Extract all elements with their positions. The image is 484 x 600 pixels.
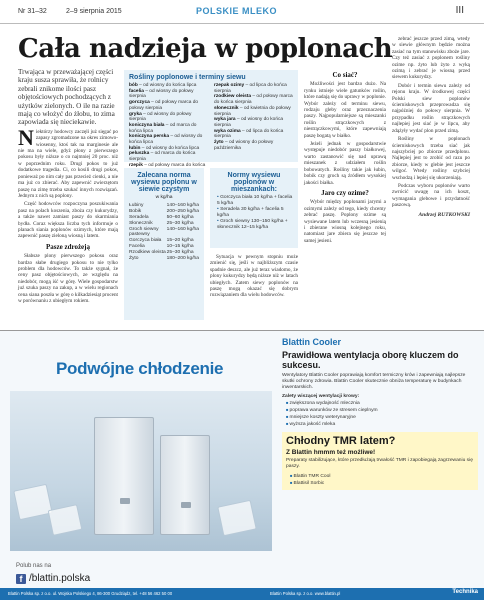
plants-sowing-terms-box (124, 70, 298, 168)
plant-term: od lipca do końca sierpnia (214, 83, 287, 94)
page-header (0, 0, 484, 24)
plant-name: Łubiny (129, 202, 144, 208)
plant-entry: rzepak ozimy – od lipca do końca sierpnia (214, 83, 287, 94)
plant-term: od połowy marca do połowy sierpnia (129, 100, 199, 111)
plant-term: od wiosny do końca lipca (129, 134, 203, 146)
list-item: ■ Blattisil Sorbic (290, 480, 474, 487)
page-footer (0, 588, 484, 600)
drop-cap: N (18, 124, 34, 150)
issue-dates: 2–9 sierpnia 2015 (66, 8, 122, 15)
paragraph: Słabsze plony pierwszego pokosu oraz bardzo słabe drugiego pokosu to nie tylko problem dla hodowców. To także sygnał, że ceny pasz objętościowych, ze względu na niedobór, mogą iść w górę. Wiele gospodarstw już szuka paszy na zakup, a w wielu regionach cena siana poszła w górę o kilkadziesiąt procent w porównaniu z ubiegłym rokiem. (18, 253, 118, 304)
plant-name: Żyto (129, 255, 139, 261)
tmr-bullets (286, 473, 474, 487)
plant-entry: peluszka – od marca do końca sierpnia (129, 151, 196, 163)
ad-bullets (282, 400, 478, 428)
paragraph: Możliwości jest bardzo dużo. Na rynku istnieje wiele gatunków roślin, które nadają się do uprawy w poplonie. Wybór zależy od terminu siewu, rodzaju gleby oraz przeznaczenia paszy. Najpopularniejsze są mieszanki roślin strączkowych z niestrączkowymi, które zapewniają paszę bogatą w białko. (304, 81, 386, 139)
plant-name: wyka ozima (214, 128, 241, 134)
plant-name: gorczyca (129, 100, 150, 106)
section-title: POLSKIE MLEKO (196, 6, 278, 16)
plant-term: od marca do końca lipca (129, 122, 197, 134)
article-column-2 (210, 254, 298, 301)
paragraph: Sytuacja w pewnym stopniu może zmienić się, jeśli w najbliższym czasie spadnie deszcz, ale już teraz wiadomo, że plony kukurydzy będą niższe niż w latach ubiegłych. Zatem siewy poplonów na paszę mogą okazać się dobrym rozwiązaniem dla wielu hodowców. (210, 254, 298, 299)
table-row (129, 249, 199, 255)
facebook-handle: /blattin.polska (29, 573, 91, 584)
plant-term: od lipca do końca sierpnia (214, 128, 284, 140)
tmr-box (282, 432, 478, 490)
footer-left: Blattin Polska sp. z o.o. ul. Wojska Polskiego 4, 86-300 Grudziądz, tel. +48 56 462 50 00 (8, 591, 173, 596)
plant-entry: łubin – od wiosny do końca lipca (129, 145, 200, 151)
paragraph: Podczas wyboru poplonów warto zwrócić uwagę na ich koszt, wymagania glebowe i przydatność paszową. (392, 182, 470, 209)
plant-term: od wiosny do końca sierpnia (214, 117, 284, 128)
plant-entry: gorczyca – od połowy marca do połowy sierpnia (129, 100, 199, 111)
plant-entry: rzodkiew oleista – od połowy marca do końca sierpnia (214, 94, 293, 106)
facebook-link[interactable] (16, 573, 90, 584)
plant-term: od wiosny do połowy sierpnia (129, 88, 194, 100)
subheading: Co siać? (332, 71, 358, 79)
ice-cube-icon (48, 504, 83, 536)
plants-list-1 (129, 83, 208, 174)
plant-name: łubin (129, 145, 141, 151)
plant-term: od kwietnia do połowy sierpnia (214, 105, 291, 117)
ice-cube-icon (13, 484, 52, 520)
ad-text: Wentylatory Blattin Cooler poprawiają komfort termiczny krów i zapewniają najlepsze skutki ochrony zdrowia. Blattin Cooler skutecznie obniża temperaturę w budynkach inwentarskich. (282, 373, 466, 390)
paragraph: Część hodowców rozpoczyna poszukiwania pasz na polach koszenia, zboża czy kukurydzy, a także nawet zamiast paszy do skarmiania bydła. Coraz większa liczba tych informuje o planach siania poplonów ozimych, które mają zapewnić paszę zieloną wiosną i latem. (18, 201, 118, 240)
plant-entry: bób – od wiosny do końca lipca (129, 83, 197, 88)
plant-term: od połowy marca do końca (148, 162, 206, 168)
table-row (129, 255, 199, 261)
norm-value: 200–250 kg/ha (166, 208, 199, 214)
plant-name: wyka jara (214, 117, 236, 123)
ad-tagline: Podwójne chłodzenie (56, 359, 224, 378)
plants-list-2 (214, 83, 293, 174)
plant-name: koniczyna biała (129, 122, 165, 128)
plant-term: od wiosny do końca lipca (145, 145, 200, 151)
page-number: III (455, 5, 464, 16)
box-title: Rośliny poplonowe i terminy siewu (129, 74, 246, 81)
mix-list (215, 195, 293, 231)
ad-text-panel (282, 337, 478, 490)
box-unit: w kg/ha (155, 195, 173, 200)
subheading: Jaro czy ozime? (321, 188, 369, 197)
feed-container-icon (160, 435, 210, 535)
advertisement (0, 330, 484, 600)
plant-name: facelia (129, 88, 144, 94)
follow-label: Polub nas na (16, 563, 52, 569)
norm-value: 50–60 kg/ha (166, 214, 194, 220)
paragraph: Wybór między poplonami jarymi a ozimymi zależy od tego, kiedy chcemy zebrać paszę. Poplony ozime są wysiewane latem lub wczesną jesienią i zbierane wiosną kolejnego roku, natomiast jare zbiera się jeszcze tej samej jesieni. (304, 199, 386, 244)
norms-table (129, 202, 199, 261)
norm-value: 140–160 kg/ha (166, 226, 199, 232)
plant-entry: słonecznik – od kwietnia do połowy sierpnia (214, 105, 291, 117)
plant-entry: koniczyna perska – od wiosny do końca lipca (129, 134, 203, 146)
plant-name: koniczyna perska (129, 134, 169, 140)
plant-term: od połowy marca do końca sierpnia (214, 94, 293, 106)
plant-name: gryka (129, 111, 142, 117)
article-column-4 (392, 36, 470, 218)
plant-entry: gryka – od wiosny do połowy sierpnia (129, 111, 192, 123)
publisher-logo: Technika (452, 589, 478, 595)
plant-entry: koniczyna biała – od marca do końca lipca (129, 122, 197, 134)
plant-term: od wiosny do połowy października (214, 140, 274, 151)
plant-name: Rzodkiew oleista (129, 249, 166, 255)
plant-name: Facelia (129, 243, 145, 249)
plant-entry: facelia – od wiosny do połowy sierpnia (129, 88, 194, 100)
list-item: ■ zwiększona wydajność mlecznia (286, 400, 478, 407)
feed-container-icon (94, 417, 154, 535)
tmr-question: Chłodny TMR latem? (286, 435, 396, 447)
plant-name: słonecznik (214, 105, 239, 111)
plant-name: Słonecznik (129, 220, 153, 226)
brand-name: Blattin Cooler (282, 337, 342, 347)
tmr-subheading: Z Blattin hmmm też możliwe! (286, 449, 376, 456)
paragraph: Rośliny w poplonach ścierniskowych trzeba siać jak najszybciej po zbiorze przedplonu. Najlepiej jest to zrobić od razu po zbiorze, kiedy w glebie jest jeszcze wilgoć. Wtedy rośliny szybciej wschodzą i lepiej się ukorzeniają. (392, 136, 470, 181)
article-column-3 (304, 68, 386, 246)
paragraph: Jeżeli jednak w gospodarstwie występuje niedobór paszy białkowej, warto zastanowić się nad uprawą mieszanek z udziałem roślin bobowatych. Rośliny takie jak łubin, bobik czy groch są źródłem wysokiej jakości białka. (304, 141, 386, 186)
subheading: Pasze zdrożeją (46, 242, 90, 251)
article-column-1 (18, 68, 118, 306)
list-item: ■ mniejsze koszty weterynaryjne (286, 414, 478, 421)
plant-name: Groch siewny pastewny (129, 226, 159, 237)
list-item: ■ Blattin TMR Cool (290, 473, 474, 480)
plant-name: rzepik (129, 162, 143, 168)
plant-entry: żyto – od wiosny do połowy października (214, 140, 274, 151)
plant-entry: wyka jara – od wiosny do końca sierpnia (214, 117, 284, 128)
table-row (129, 226, 199, 237)
plant-entry: rzepik – od połowy marca do końca (129, 163, 208, 174)
paragraph: iektórzy hodowcy zaczęli już sięgać po zapasy zgromadzone na okres zimowo-wiosenny, ktoś tak na marginesie ale nie ma na wiele, gdyż płony z pierwszego pokosu były niższe o co najmniej 20 proc. niż w poprzednim roku. Drugi pokos to już dodatkowe tragedia. Ci, co kosili drugi pokos, ponieważ po nim cały pas przecież cienki, a nie ma już co zbierać. Aby zapewnić zwierzętom paszę na zimę trzeba szukać innych rozwiązań. Jednym z nich są poplony. (18, 128, 118, 199)
mix-item: • Seradela 30 kg/ha + facelia 5 kg/ha (217, 207, 293, 219)
list-item: ■ wyższa jakość mleka (286, 421, 478, 428)
norm-value: 25–30 kg/ha (166, 220, 194, 226)
mix-item: • Groch siewny 130–150 kg/ha + słonecznik 12–15 kg/ha (217, 219, 293, 231)
paragraph: Dobór i termin siewu zależy od rejonu kraju. W środkowej części Polski siew poplonów ścierniskowych przeprowadza się najpóźniej do połowy sierpnia. W przypadku roślin strączkowych najlepiej jest siać je w lipcu, aby zdążyły wydać plon przed zimą. (392, 82, 470, 134)
plant-name: rzepak ozimy (214, 83, 245, 88)
norm-value: 10–15 kg/ha (166, 243, 194, 249)
footer-right: Blattin Polska sp. z o.o. www.blattin.pl (270, 591, 341, 596)
issue-number: Nr 31–32 (18, 8, 47, 15)
norm-value: 25–30 kg/ha (166, 249, 194, 255)
box-title: Normy wysiewu poplonów w mieszankach: (227, 172, 281, 193)
plant-name: Bobik (129, 208, 142, 214)
plant-name: Gorczyca biała (129, 237, 162, 243)
norm-value: 140–160 kg/ha (166, 202, 199, 208)
plant-term: od marca do końca sierpnia (129, 151, 196, 163)
plant-name: żyto (214, 140, 224, 146)
tmr-text: Preparaty stabilizujące, które przedłużają trwałość TMR i zapobiegają zagrzewaniu się paszy. (286, 458, 473, 469)
box-title: Zalecana norma wysiewu poplonu w siewie czystym (131, 172, 197, 193)
plant-name: rzodkiew oleista (214, 94, 252, 100)
lead-paragraph: Trwająca w przeważającej części kraju susza sprawiła, że rolnicy zebrali znikome ilości pasz objętościowych pochodzących z użytków zielonych. O ile na razie mają co włożyć do żłobu, to zima zapowiada się nieciekawie. (18, 68, 115, 127)
norm-value: 15–20 kg/ha (166, 237, 194, 243)
sowing-norms-box (124, 168, 204, 320)
norm-value: 180–200 kg/ha (166, 255, 199, 261)
ice-cube-icon (217, 500, 256, 536)
list-item: ■ poprawa warunków ze stresem cieplnym (286, 407, 478, 414)
mix-item: • Gorczyca biała 10 kg/ha + facelia 5 kg/ha (217, 195, 293, 207)
plant-term: od wiosny do połowy sierpnia (129, 111, 192, 123)
article-title: Cała nadzieja w poplonach (18, 34, 393, 64)
paragraph: zebrać jeszcze przed zimą, wtedy w siewie głównym będzie można zasiać na tym stanowisku zboże jare. Czy też zasiać z poplonem rośliny ozime np. żyto lub żyto z wyką ozimą i zebrać je wiosną przed siewem kukurydzy. (392, 36, 470, 81)
plant-name: peluszka (129, 151, 150, 157)
plant-term: od wiosny do końca lipca (143, 83, 197, 88)
ad-subheading: Zalety wiszącej wentylacji krowy: (282, 394, 360, 399)
ad-headline: Prawidłowa wentylacja oborę kluczem do sukcesu. (282, 350, 459, 370)
facebook-icon: f (16, 574, 26, 584)
plant-name: bób (129, 83, 138, 88)
mix-norms-box (210, 168, 298, 248)
plant-entry: wyka ozima – od lipca do końca sierpnia (214, 128, 284, 140)
plant-name: Seradela (129, 214, 149, 220)
author-byline: Andrzej RUTKOWSKI (418, 211, 470, 218)
product-visual (10, 391, 272, 551)
